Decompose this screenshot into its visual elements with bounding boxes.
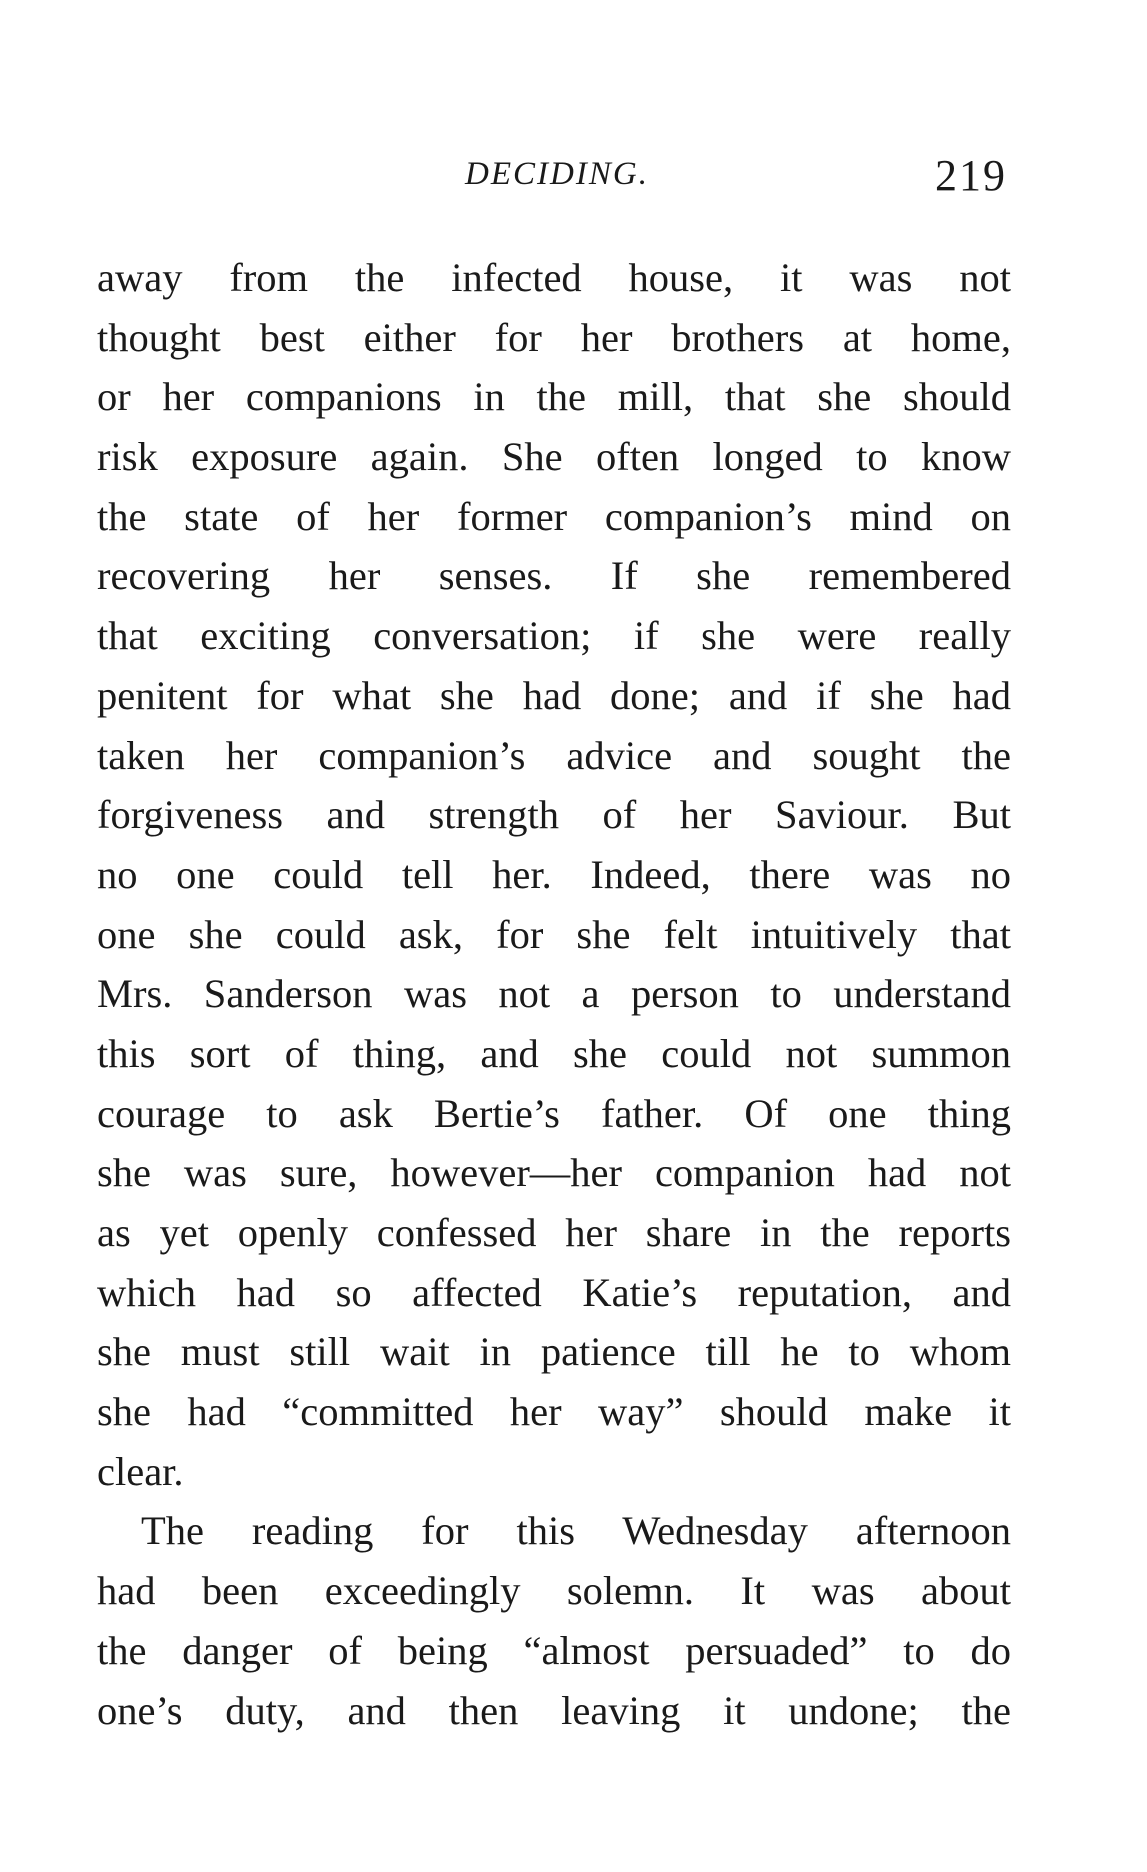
text-line: had been exceedingly solemn. It was about bbox=[97, 1568, 1011, 1614]
text-line: as yet openly confessed her share in the reports bbox=[97, 1210, 1011, 1255]
text-line: this sort of thing, and she could not summon bbox=[97, 1030, 1011, 1076]
text-line: recovering her senses. If she remembered bbox=[97, 553, 1011, 599]
text-line: away from the infected house, it was not bbox=[97, 255, 1011, 300]
page-number: 219 bbox=[935, 151, 1007, 200]
text-line: the state of her former companion’s mind on bbox=[97, 493, 1011, 539]
running-head bbox=[97, 150, 1017, 210]
text-line: one’s duty, and then leaving it undone; the bbox=[97, 1687, 1011, 1733]
text-line: she was sure, however—her companion had not bbox=[97, 1150, 1011, 1196]
text-line: penitent for what she had done; and if she had bbox=[97, 672, 1011, 718]
text-line: she had “committed her way” should make it bbox=[97, 1389, 1011, 1435]
body-text bbox=[97, 248, 1011, 1740]
text-line: no one could tell her. Indeed, there was no bbox=[97, 851, 1011, 897]
text-line: she must still wait in patience till he to whom bbox=[97, 1329, 1011, 1375]
text-line: that exciting conversation; if she were really bbox=[97, 613, 1011, 659]
running-title: DECIDING. bbox=[465, 156, 649, 192]
text-line: which had so affected Katie’s reputation, and bbox=[97, 1269, 1011, 1315]
text-line-paragraph-end: clear. bbox=[97, 1448, 184, 1494]
text-line: risk exposure again. She often longed to know bbox=[97, 434, 1011, 480]
text-line: taken her companion’s advice and sought the bbox=[97, 732, 1011, 778]
text-line: the danger of being “almost persuaded” to do bbox=[97, 1627, 1011, 1673]
text-line: or her companions in the mill, that she should bbox=[97, 374, 1011, 420]
text-line: courage to ask Bertie’s father. Of one thing bbox=[97, 1090, 1011, 1136]
text-line: forgiveness and strength of her Saviour. But bbox=[97, 792, 1011, 838]
text-line: thought best either for her brothers at home, bbox=[97, 314, 1011, 360]
text-line-paragraph-start: The reading for this Wednesday afternoon bbox=[141, 1508, 1011, 1554]
text-line: Mrs. Sanderson was not a person to understand bbox=[97, 971, 1011, 1017]
text-line: one she could ask, for she felt intuitively that bbox=[97, 911, 1011, 957]
